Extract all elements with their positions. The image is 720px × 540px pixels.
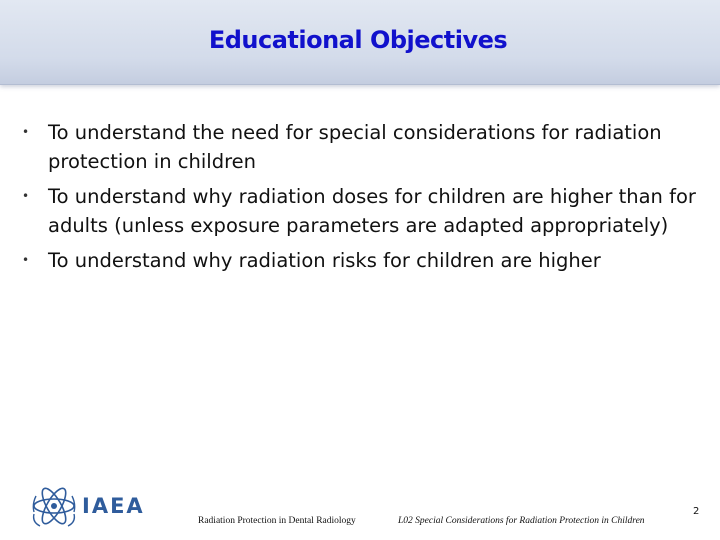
- page-number: 2: [693, 506, 700, 517]
- objectives-list: [22, 118, 702, 281]
- list-item: [22, 118, 702, 176]
- list-item: [22, 182, 702, 240]
- bullet-text: To understand the need for special considerations for radiation protection in children: [48, 121, 662, 173]
- bullet-marker: •: [22, 189, 30, 203]
- iaea-logo-text: IAEA: [82, 494, 145, 518]
- slide-title: Educational Objectives: [208, 26, 508, 54]
- iaea-atom-emblem-icon: [28, 482, 80, 530]
- bullet-text: To understand why radiation doses for children are higher than for adults (unless exposure parameters are adapted appropriately): [48, 185, 696, 237]
- bullet-marker: •: [22, 253, 30, 267]
- list-item: [22, 246, 702, 275]
- footer-lecture: L02 Special Considerations for Radiation Protection in Children: [398, 516, 645, 526]
- bullet-marker: •: [22, 125, 30, 139]
- footer-course: Radiation Protection in Dental Radiology: [198, 516, 356, 526]
- bullet-text: To understand why radiation risks for children are higher: [48, 249, 601, 272]
